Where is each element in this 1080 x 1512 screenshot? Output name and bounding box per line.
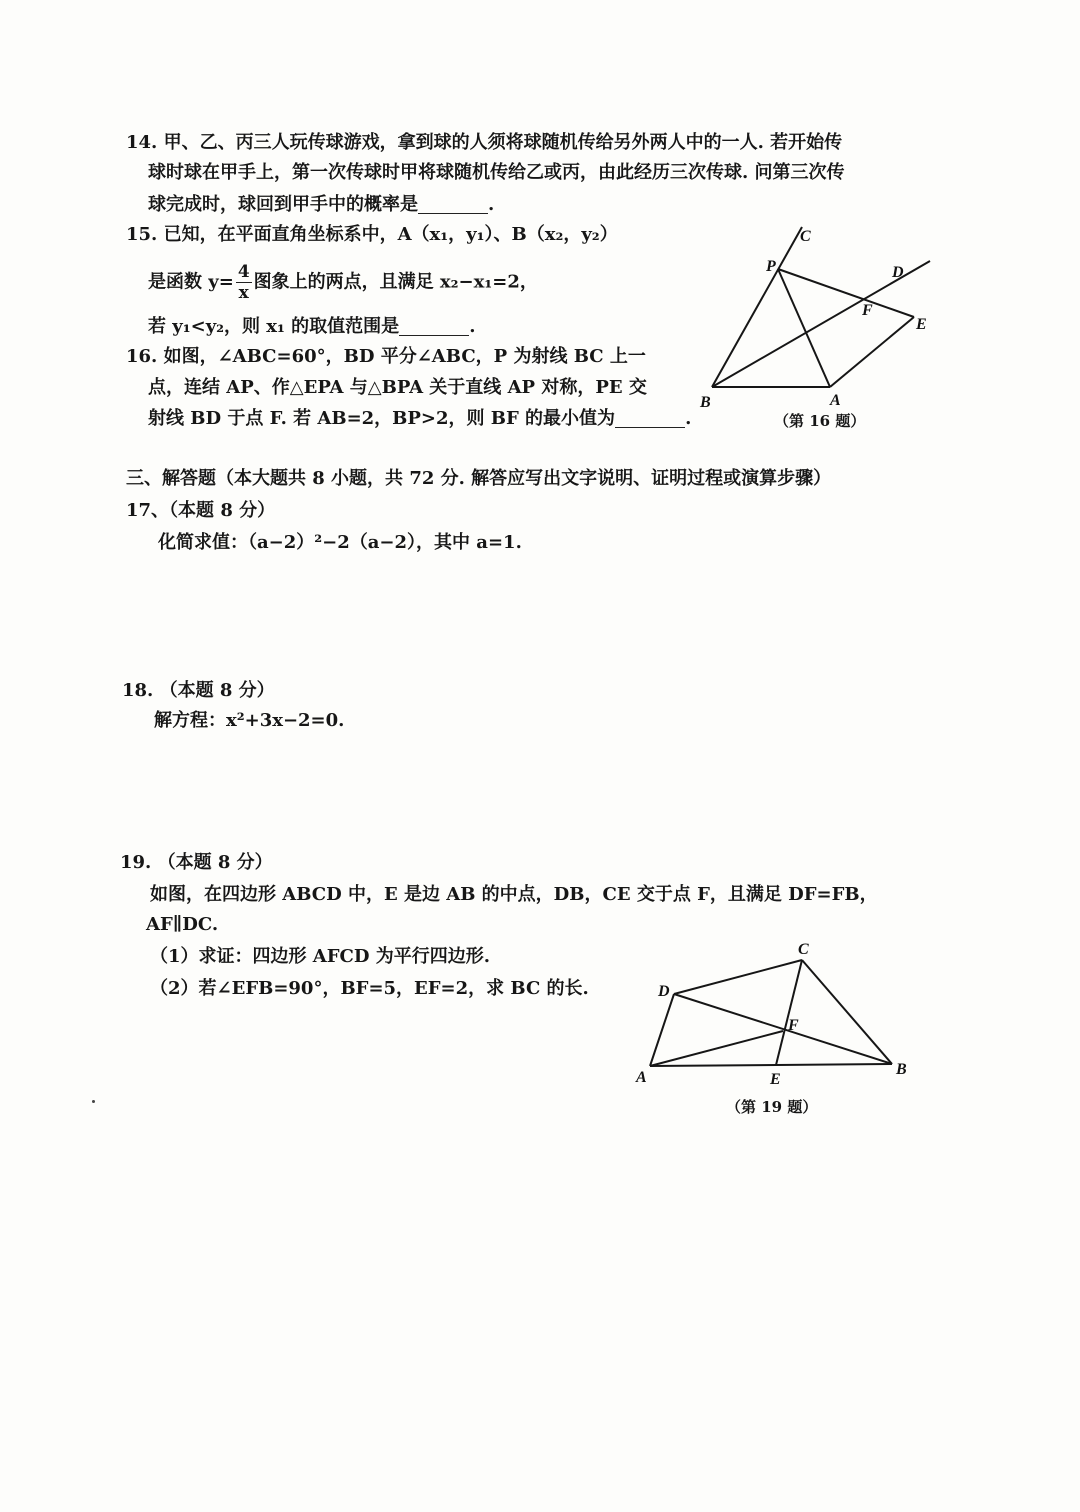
fig19-segment-CB: [802, 960, 892, 1064]
q14-line-3: [148, 190, 494, 220]
scan-speck: [92, 1100, 95, 1103]
fig16-caption: （第 16 题）: [774, 412, 866, 430]
q15-func-prefix: 是函数 y=: [148, 271, 234, 293]
q14-line-1: 14. 甲、乙、丙三人玩传球游戏，拿到球的人须将球随机传给另外两人中的一人. 若开始传: [126, 132, 843, 153]
q16-answer-blank: [615, 409, 685, 428]
q16-line-3-text: 射线 BD 于点 F. 若 AB=2，BP>2，则 BF 的最小值为: [148, 408, 616, 429]
fig16-label-P: P: [766, 258, 776, 275]
q15-points: A（x₁，y₁）、B（x₂，y₂）: [397, 224, 618, 245]
q18-title: 18. （本题 8 分）: [122, 680, 275, 701]
fig19-caption: （第 19 题）: [726, 1098, 818, 1116]
fig19-label-F: F: [788, 1017, 799, 1034]
q19-title: 19. （本题 8 分）: [120, 852, 273, 873]
figure-19: [630, 940, 920, 1090]
fig16-segment-AE: [830, 317, 914, 387]
fig19-segment-AD: [650, 994, 674, 1066]
fig19-segment-AF: [650, 1031, 783, 1066]
fig19-label-C: C: [798, 941, 809, 958]
fig16-label-C: C: [800, 228, 811, 245]
q14-answer-blank: [418, 195, 488, 214]
q15-lead: 15. 已知，在平面直角坐标系中，: [126, 224, 398, 245]
q14-line-3-text: 球完成时，球回到甲手中的概率是: [148, 194, 418, 215]
q14-line-2: 球时球在甲手上，第一次传球时甲将球随机传给乙或丙，由此经历三次传球. 问第三次传: [148, 162, 845, 183]
q19-part-1: （1）求证：四边形 AFCD 为平行四边形.: [150, 946, 491, 967]
q17-title: 17、（本题 8 分）: [126, 500, 276, 521]
q15-fraction-den: x: [238, 283, 249, 303]
q16-line-3: [148, 404, 691, 434]
q17-body: 化简求值：（a−2）²−2（a−2），其中 a=1.: [158, 532, 522, 553]
q15-answer-blank: [399, 317, 469, 336]
fig19-label-E: E: [770, 1071, 781, 1088]
q15-fraction-num: 4: [237, 262, 250, 282]
q15-fraction: [236, 262, 252, 303]
fig16-segment-PA: [778, 269, 830, 387]
fig19-label-A: A: [636, 1069, 647, 1086]
fig16-label-E: E: [916, 316, 927, 333]
q15-end: .: [469, 316, 476, 337]
fig19-segment-DC: [674, 960, 802, 994]
q15-line-1: [126, 220, 618, 250]
q15-func-suffix: 图象上的两点，且满足 x₂−x₁=2，: [253, 271, 538, 293]
q18-body: 解方程：x²+3x−2=0.: [154, 710, 345, 731]
fig19-segment-DB: [674, 994, 892, 1064]
q16-end: .: [685, 408, 692, 429]
q19-line-2: AF∥DC.: [146, 914, 219, 935]
fig19-segment-CE: [776, 960, 802, 1065]
figure-16: [690, 215, 950, 415]
q15-cond: 若 y₁<y₂，则 x₁ 的取值范围是: [148, 316, 400, 337]
q19-part-2: （2）若∠EFB=90°，BF=5，EF=2，求 BC 的长.: [150, 978, 589, 999]
q15-line-3: [148, 312, 475, 342]
q16-line-2: 点，连结 AP、作△EPA 与△BPA 关于直线 AP 对称，PE 交: [148, 377, 647, 398]
fig16-label-A: A: [830, 392, 841, 409]
q15-line-2: [148, 262, 538, 303]
section-3-heading: 三、解答题（本大题共 8 小题，共 72 分. 解答应写出文字说明、证明过程或演算步骤）: [126, 468, 832, 489]
q16-line-1: 16. 如图，∠ABC=60°，BD 平分∠ABC，P 为射线 BC 上一: [126, 346, 646, 367]
q14-end: .: [488, 194, 495, 215]
fig16-label-B: B: [700, 394, 711, 411]
fig16-ray-BC: [712, 227, 802, 387]
fig19-label-D: D: [658, 983, 670, 1000]
fig19-segment-AB: [650, 1064, 892, 1066]
fig19-label-B: B: [896, 1061, 907, 1078]
fig16-label-D: D: [892, 264, 904, 281]
fig16-label-F: F: [862, 302, 873, 319]
q19-line-1: 如图，在四边形 ABCD 中，E 是边 AB 的中点，DB，CE 交于点 F，且满足 DF=FB，: [150, 884, 878, 905]
